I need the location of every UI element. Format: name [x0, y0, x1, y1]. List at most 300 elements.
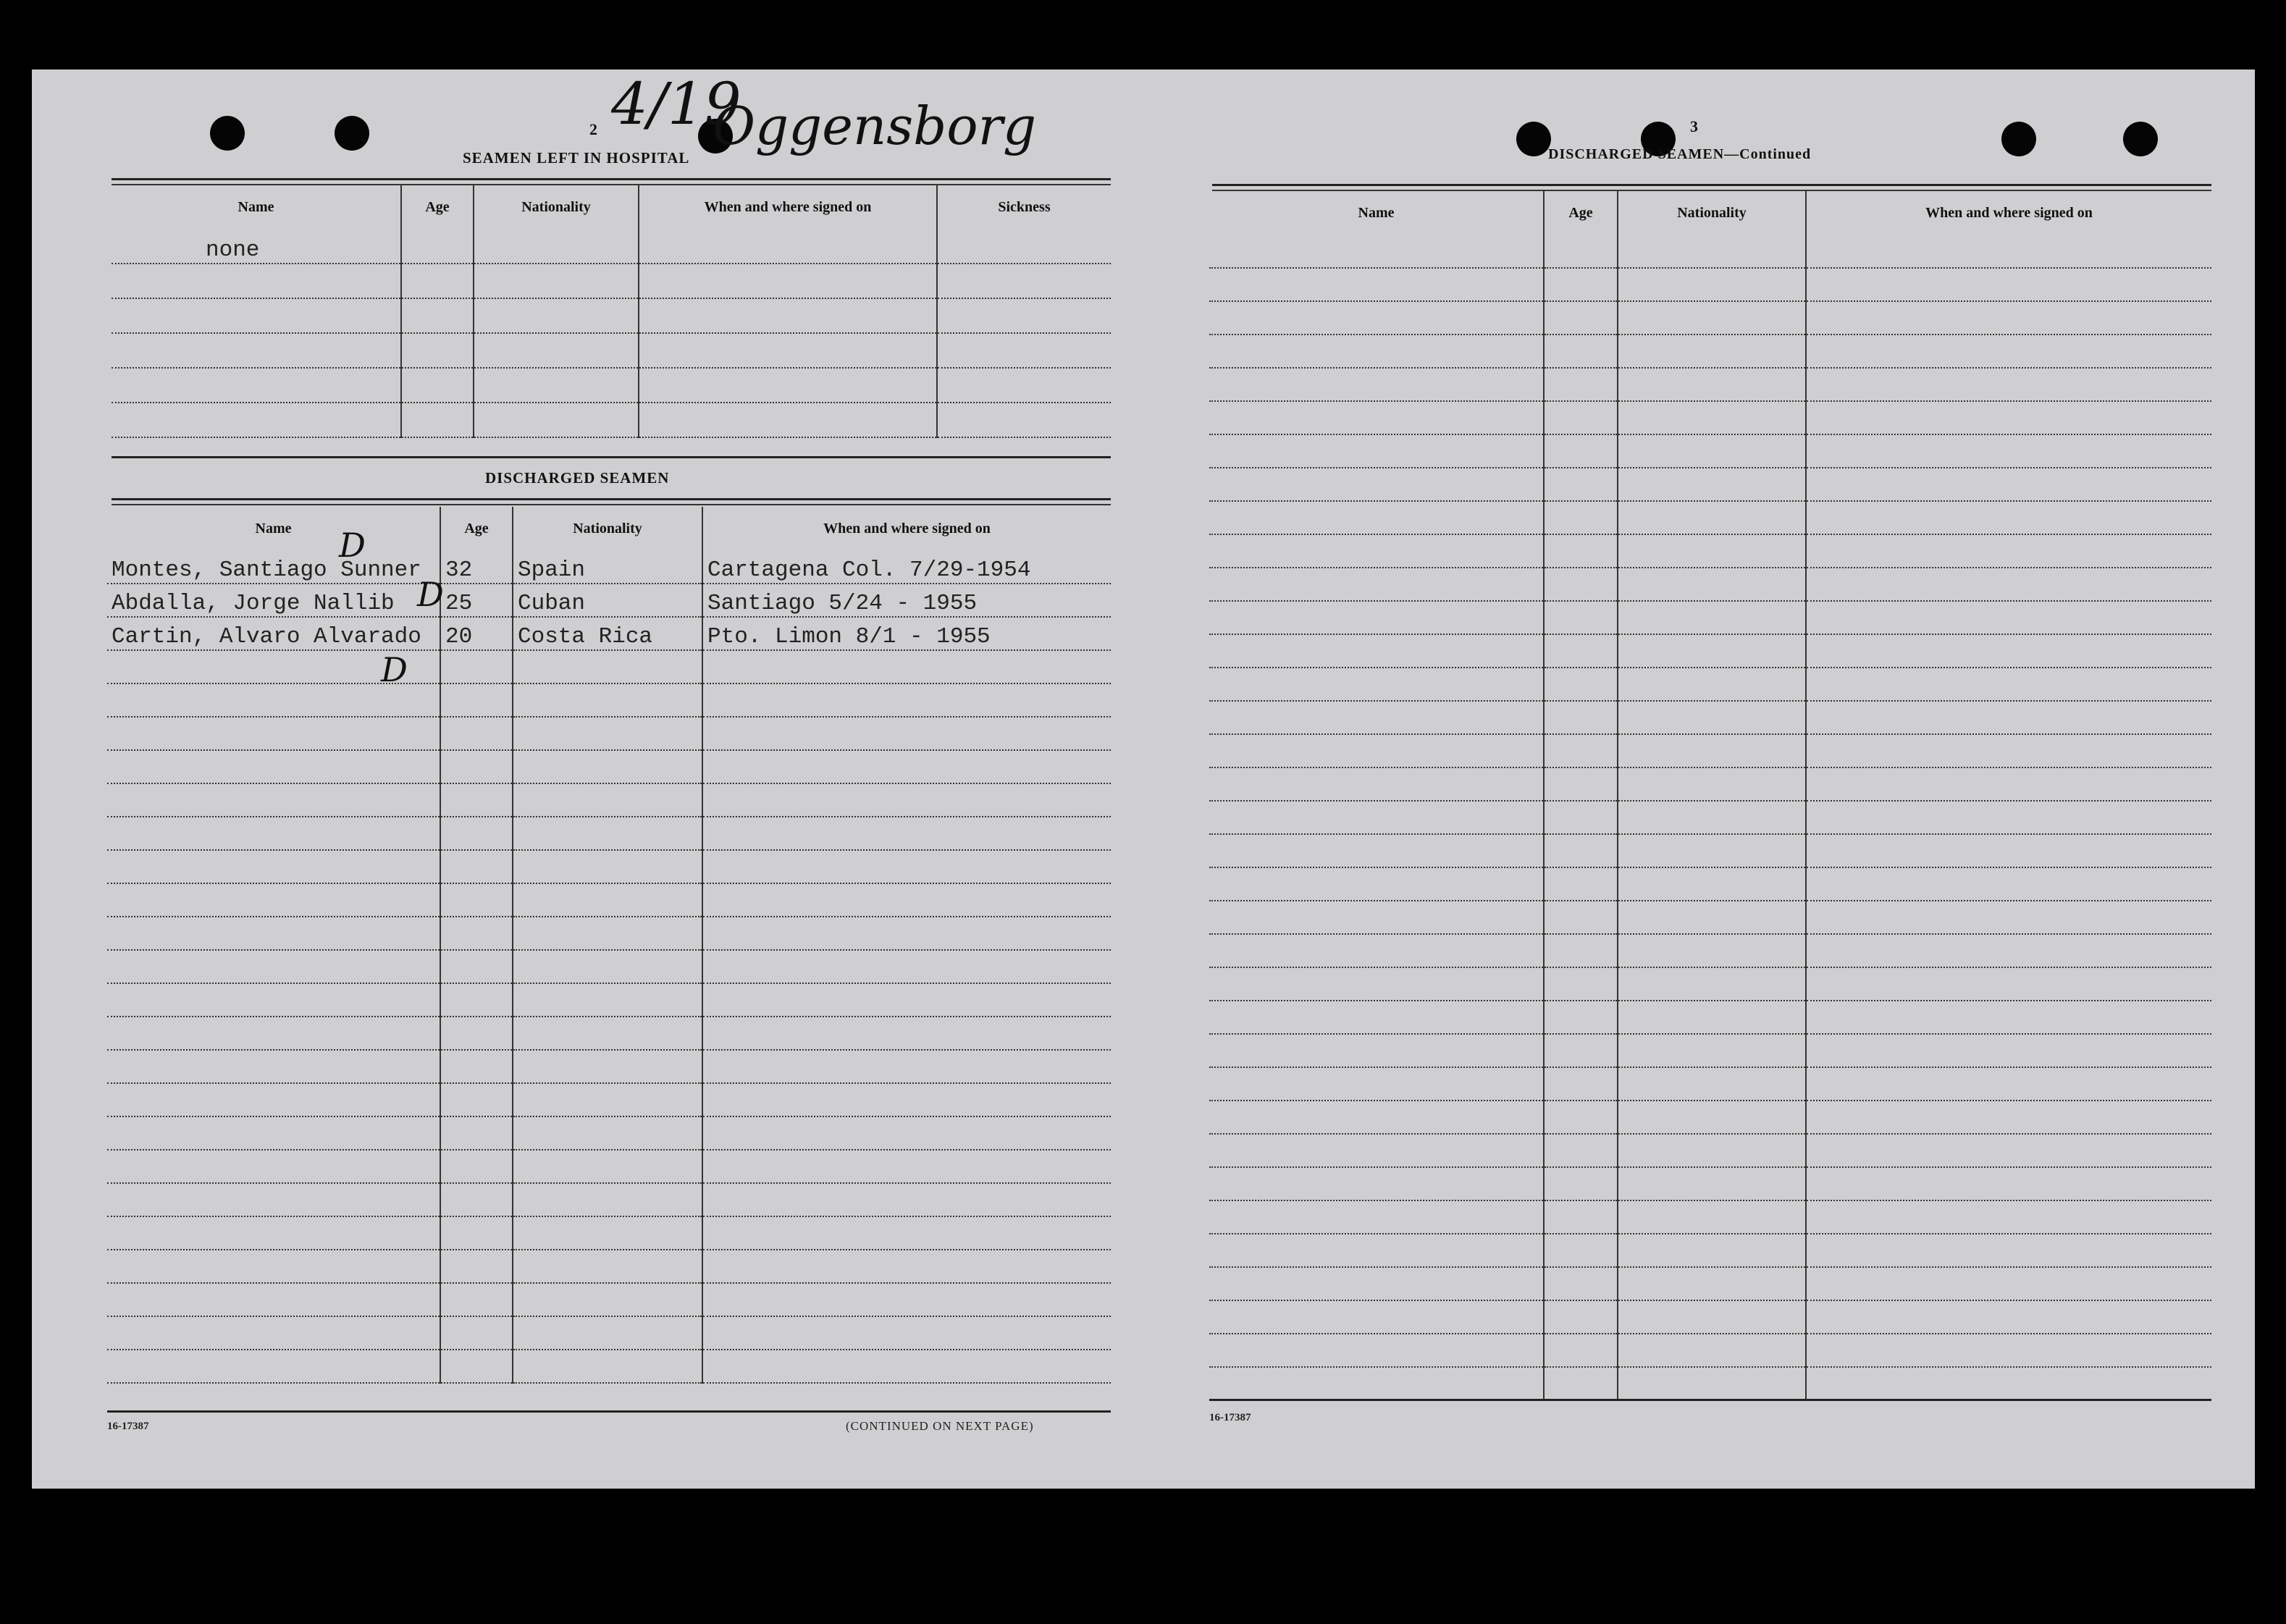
divider — [107, 1410, 1111, 1413]
table-cell — [513, 1116, 702, 1150]
table-row — [107, 983, 1111, 1017]
table-cell — [440, 983, 513, 1017]
table-row — [1209, 1300, 2211, 1334]
table-cell — [1618, 501, 1806, 534]
table-cell — [639, 298, 937, 333]
table-cell — [702, 1017, 1111, 1050]
table-cell — [1544, 501, 1618, 534]
table-cell — [107, 1017, 440, 1050]
punch-hole — [335, 116, 369, 151]
table-cell — [1544, 1167, 1618, 1200]
table-cell — [639, 264, 937, 298]
table-cell — [702, 1283, 1111, 1316]
table-cell — [440, 650, 513, 683]
table-cell — [702, 817, 1111, 850]
punch-hole — [2001, 122, 2036, 156]
table-cell — [513, 883, 702, 917]
table-cell — [513, 850, 702, 883]
table-cell — [702, 1316, 1111, 1350]
table-cell — [1544, 568, 1618, 601]
table-row — [112, 264, 1111, 298]
table-row — [107, 1183, 1111, 1216]
table-cell — [702, 883, 1111, 917]
table-cell — [702, 783, 1111, 817]
table-cell: 32 — [440, 550, 513, 584]
table-cell — [937, 403, 1111, 437]
table-row — [1209, 834, 2211, 867]
table-cell — [1806, 1001, 2211, 1034]
punch-hole — [210, 116, 245, 151]
table-cell — [702, 1150, 1111, 1183]
table-cell — [107, 1316, 440, 1350]
table-cell — [112, 264, 401, 298]
table-cell — [107, 1350, 440, 1383]
table-cell — [1544, 1034, 1618, 1067]
table-cell — [1618, 834, 1806, 867]
table-row — [1209, 801, 2211, 834]
table-row — [107, 683, 1111, 717]
table-cell — [1618, 1200, 1806, 1234]
table-cell — [107, 1250, 440, 1283]
table-cell — [107, 1216, 440, 1250]
table-cell — [1618, 668, 1806, 701]
divider — [112, 178, 1111, 180]
table-cell — [1209, 934, 1544, 967]
table-cell — [1544, 767, 1618, 801]
table-cell — [1806, 1367, 2211, 1400]
table-cell — [107, 883, 440, 917]
table-cell — [1618, 434, 1806, 468]
table-cell — [440, 883, 513, 917]
table-cell — [1209, 335, 1544, 368]
page-number: 2 — [589, 120, 597, 138]
table-row — [107, 1050, 1111, 1083]
table-cell — [1209, 901, 1544, 934]
col-signed-on-header: When and where signed on — [702, 507, 1111, 550]
divider — [1212, 184, 2211, 186]
table-row — [107, 1017, 1111, 1050]
table-row — [1209, 1067, 2211, 1101]
discharged-section-title: DISCHARGED SEAMEN — [485, 469, 670, 487]
table-cell — [107, 850, 440, 883]
col-sickness-header: Sickness — [937, 185, 1111, 229]
table-cell — [440, 1250, 513, 1283]
table-cell — [1209, 967, 1544, 1001]
table-cell — [1209, 1200, 1544, 1234]
table-cell — [1544, 834, 1618, 867]
table-row — [1209, 1134, 2211, 1167]
table-cell — [107, 817, 440, 850]
table-cell — [513, 1017, 702, 1050]
table-row — [107, 1083, 1111, 1116]
table-cell: Pto. Limon 8/1 - 1955 — [702, 617, 1111, 650]
col-signed-on-header: When and where signed on — [639, 185, 937, 229]
table-cell — [1209, 501, 1544, 534]
table-cell — [440, 1150, 513, 1183]
col-age-header: Age — [440, 507, 513, 550]
table-cell — [937, 229, 1111, 264]
table-cell — [1209, 1334, 1544, 1367]
table-cell — [702, 717, 1111, 750]
table-cell — [440, 1083, 513, 1116]
table-cell: Santiago 5/24 - 1955 — [702, 584, 1111, 617]
table-row — [1209, 1234, 2211, 1267]
table-cell — [401, 403, 474, 437]
table-cell — [1544, 301, 1618, 335]
table-cell — [1618, 1367, 1806, 1400]
table-cell — [1618, 1167, 1806, 1200]
table-cell — [1618, 301, 1806, 335]
divider — [1209, 1399, 2211, 1401]
continued-note: (CONTINUED ON NEXT PAGE) — [846, 1419, 1034, 1433]
table-cell — [1544, 235, 1618, 268]
table-row — [1209, 335, 2211, 368]
table-cell — [639, 333, 937, 368]
table-row — [112, 333, 1111, 368]
table-cell — [440, 750, 513, 783]
table-cell — [1806, 701, 2211, 734]
table-cell — [1618, 1034, 1806, 1067]
table-cell — [1209, 301, 1544, 335]
table-row — [1209, 1200, 2211, 1234]
table-cell — [513, 750, 702, 783]
table-cell — [440, 1017, 513, 1050]
table-row — [107, 783, 1111, 817]
table-cell — [1618, 401, 1806, 434]
table-cell — [1618, 1001, 1806, 1034]
table-cell — [1618, 867, 1806, 901]
table-cell — [1806, 1101, 2211, 1134]
table-cell — [1544, 1101, 1618, 1134]
table-cell — [1806, 1200, 2211, 1234]
table-cell — [1544, 434, 1618, 468]
table-cell: 20 — [440, 617, 513, 650]
table-cell — [1544, 401, 1618, 434]
table-row — [1209, 668, 2211, 701]
table-cell — [1544, 934, 1618, 967]
table-cell — [513, 1316, 702, 1350]
table-cell — [440, 1183, 513, 1216]
table-cell — [440, 1116, 513, 1150]
table-cell — [1544, 967, 1618, 1001]
table-cell — [1618, 534, 1806, 568]
table-cell — [1806, 1167, 2211, 1200]
table-cell — [937, 264, 1111, 298]
table-cell — [1209, 468, 1544, 501]
table-row — [107, 717, 1111, 750]
table-row — [107, 1216, 1111, 1250]
table-cell — [702, 983, 1111, 1017]
table-cell — [1209, 1234, 1544, 1267]
table-cell — [1209, 1067, 1544, 1101]
table-cell — [1544, 534, 1618, 568]
table-cell — [1806, 468, 2211, 501]
table-row — [107, 917, 1111, 950]
table-row — [1209, 1167, 2211, 1200]
table-cell — [513, 1216, 702, 1250]
table-cell — [513, 817, 702, 850]
table-cell — [1209, 1300, 1544, 1334]
table-cell — [1806, 301, 2211, 335]
table-row — [1209, 1334, 2211, 1367]
col-name-header: Name — [1358, 204, 1395, 221]
table-cell — [1544, 1200, 1618, 1234]
table-cell — [513, 1250, 702, 1283]
table-cell — [1806, 568, 2211, 601]
table-row — [107, 550, 1111, 584]
table-row — [1209, 235, 2211, 268]
table-cell — [1209, 268, 1544, 301]
table-cell — [440, 817, 513, 850]
table-row — [112, 368, 1111, 403]
table-cell — [440, 783, 513, 817]
table-cell — [702, 1250, 1111, 1283]
table-cell — [1618, 967, 1806, 1001]
table-cell — [440, 1316, 513, 1350]
table-row — [1209, 401, 2211, 434]
table-cell — [1618, 368, 1806, 401]
table-row — [107, 950, 1111, 983]
table-cell — [1806, 734, 2211, 767]
table-cell — [513, 1283, 702, 1316]
table-row — [1209, 867, 2211, 901]
table-row — [1209, 634, 2211, 668]
table-row — [1209, 368, 2211, 401]
table-cell — [1209, 434, 1544, 468]
table-cell — [1806, 401, 2211, 434]
handwritten-mark: D — [339, 526, 366, 565]
table-cell — [474, 264, 639, 298]
table-cell: Montes, Santiago Sunner — [107, 550, 440, 584]
table-cell — [1544, 1134, 1618, 1167]
table-cell — [112, 298, 401, 333]
table-cell — [1544, 268, 1618, 301]
table-row — [107, 750, 1111, 783]
divider — [112, 498, 1111, 500]
table-cell — [513, 1150, 702, 1183]
table-cell — [474, 298, 639, 333]
table-cell — [1618, 1300, 1806, 1334]
table-cell — [1618, 601, 1806, 634]
table-row — [1209, 468, 2211, 501]
table-row — [1209, 967, 2211, 1001]
table-cell — [1544, 901, 1618, 934]
table-cell — [639, 229, 937, 264]
table-cell — [1618, 1267, 1806, 1300]
table-cell — [1209, 1134, 1544, 1167]
table-cell — [702, 950, 1111, 983]
table-row — [107, 1283, 1111, 1316]
table-cell — [474, 403, 639, 437]
table-cell — [1209, 1267, 1544, 1300]
table-cell — [1544, 867, 1618, 901]
table-cell — [474, 229, 639, 264]
table-cell — [107, 783, 440, 817]
table-cell — [1806, 934, 2211, 967]
table-cell — [937, 298, 1111, 333]
table-cell — [107, 950, 440, 983]
table-row — [1209, 901, 2211, 934]
col-age-header: Age — [1544, 191, 1618, 235]
table-cell — [112, 403, 401, 437]
table-cell — [513, 650, 702, 683]
table-cell — [702, 1116, 1111, 1150]
divider — [112, 456, 1111, 458]
document-sheet — [32, 70, 2255, 1489]
table-row — [107, 650, 1111, 683]
table-row — [1209, 434, 2211, 468]
table-row — [1209, 534, 2211, 568]
table-cell — [401, 298, 474, 333]
discharged-continued-table — [1209, 191, 2211, 1401]
col-nationality-header: Nationality — [1618, 191, 1806, 235]
table-cell: Abdalla, Jorge Nallib — [107, 584, 440, 617]
table-cell — [107, 1050, 440, 1083]
table-cell — [1209, 801, 1544, 834]
table-cell — [1209, 734, 1544, 767]
table-cell — [1544, 368, 1618, 401]
table-cell — [702, 683, 1111, 717]
table-cell — [1544, 601, 1618, 634]
table-cell — [1618, 468, 1806, 501]
table-cell — [440, 1050, 513, 1083]
table-cell — [474, 333, 639, 368]
table-row — [1209, 568, 2211, 601]
table-row — [1209, 1001, 2211, 1034]
table-row — [1209, 1367, 2211, 1400]
table-cell — [440, 917, 513, 950]
table-row — [107, 1116, 1111, 1150]
table-cell: 25 — [440, 584, 513, 617]
table-cell — [702, 750, 1111, 783]
table-cell — [1544, 1234, 1618, 1267]
table-cell — [1806, 834, 2211, 867]
table-cell: Cartin, Alvaro Alvarado — [107, 617, 440, 650]
table-row — [1209, 1101, 2211, 1134]
table-cell — [513, 783, 702, 817]
table-cell — [1209, 1167, 1544, 1200]
table-cell — [440, 1350, 513, 1383]
table-cell — [1209, 668, 1544, 701]
table-cell — [513, 917, 702, 950]
col-nationality-header: Nationality — [513, 507, 702, 550]
table-cell: Cuban — [513, 584, 702, 617]
table-cell — [401, 264, 474, 298]
table-cell — [1209, 401, 1544, 434]
table-cell — [440, 950, 513, 983]
table-cell — [639, 403, 937, 437]
table-row — [107, 850, 1111, 883]
table-row — [107, 1350, 1111, 1383]
table-cell — [107, 1283, 440, 1316]
table-cell — [112, 368, 401, 403]
table-cell — [1544, 335, 1618, 368]
table-row — [1209, 934, 2211, 967]
table-cell — [440, 1283, 513, 1316]
table-cell — [1806, 268, 2211, 301]
table-cell — [1806, 1134, 2211, 1167]
table-cell — [107, 717, 440, 750]
handwritten-ship-name: Oggensborg — [713, 96, 1037, 156]
table-cell — [1806, 534, 2211, 568]
table-cell — [107, 1116, 440, 1150]
table-cell — [1806, 1334, 2211, 1367]
table-cell — [1209, 1367, 1544, 1400]
table-cell — [1618, 634, 1806, 668]
punch-hole — [2123, 122, 2158, 156]
table-cell — [1618, 235, 1806, 268]
table-cell — [1806, 1034, 2211, 1067]
table-row — [107, 883, 1111, 917]
table-cell — [1209, 1001, 1544, 1034]
table-cell — [107, 1083, 440, 1116]
table-cell — [1806, 901, 2211, 934]
table-cell — [513, 717, 702, 750]
table-cell — [1618, 1334, 1806, 1367]
table-cell — [1618, 1134, 1806, 1167]
table-cell — [1544, 734, 1618, 767]
table-cell — [513, 1050, 702, 1083]
table-cell — [1544, 668, 1618, 701]
table-cell — [401, 229, 474, 264]
form-number: 16-17387 — [107, 1421, 149, 1432]
table-cell — [513, 983, 702, 1017]
table-cell — [513, 950, 702, 983]
table-cell — [937, 333, 1111, 368]
table-cell: Spain — [513, 550, 702, 584]
col-name-header: Name — [255, 520, 292, 537]
table-cell — [1209, 368, 1544, 401]
table-cell — [1806, 1300, 2211, 1334]
table-cell — [440, 850, 513, 883]
table-cell — [401, 333, 474, 368]
table-cell — [702, 1350, 1111, 1383]
table-cell — [1618, 701, 1806, 734]
table-row — [107, 1316, 1111, 1350]
table-cell — [1806, 867, 2211, 901]
table-cell — [1209, 867, 1544, 901]
table-cell — [1209, 767, 1544, 801]
table-cell — [1618, 1101, 1806, 1134]
table-cell — [513, 1083, 702, 1116]
table-cell — [513, 683, 702, 717]
table-cell — [1544, 1367, 1618, 1400]
table-cell — [1209, 534, 1544, 568]
table-row — [1209, 767, 2211, 801]
table-row — [1209, 701, 2211, 734]
table-cell — [1544, 1334, 1618, 1367]
table-cell — [1618, 568, 1806, 601]
table-cell — [702, 1083, 1111, 1116]
table-row — [107, 817, 1111, 850]
hospital-section-title: SEAMEN LEFT IN HOSPITAL — [463, 149, 690, 167]
table-cell — [1544, 1067, 1618, 1101]
table-cell — [1806, 967, 2211, 1001]
table-cell — [1209, 834, 1544, 867]
handwritten-date: 4/19 — [611, 70, 741, 138]
table-cell — [1806, 501, 2211, 534]
table-cell — [107, 983, 440, 1017]
punch-hole — [1516, 122, 1551, 156]
table-cell — [1209, 568, 1544, 601]
table-cell — [1544, 701, 1618, 734]
table-cell: Cartagena Col. 7/29-1954 — [702, 550, 1111, 584]
table-cell — [702, 850, 1111, 883]
table-row — [107, 1250, 1111, 1283]
table-cell — [474, 368, 639, 403]
table-cell — [1618, 1234, 1806, 1267]
page-number: 3 — [1690, 117, 1698, 135]
